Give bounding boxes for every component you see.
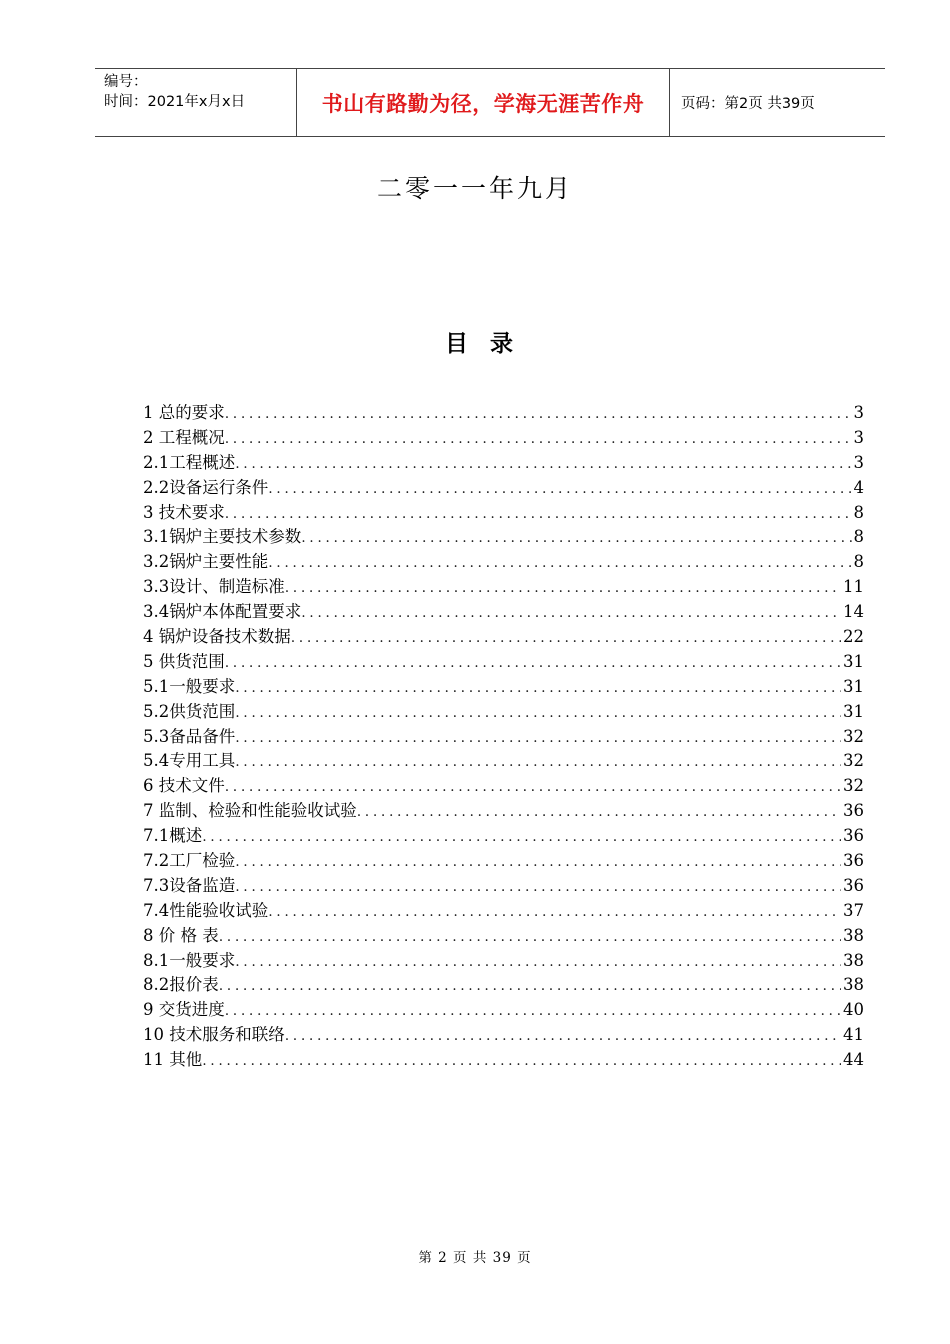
toc-dot-leader xyxy=(235,954,841,970)
toc-entry-label: 7 监制、检验和性能验收试验 xyxy=(143,801,357,821)
toc-dot-leader xyxy=(235,456,851,472)
toc-entry-label: 4 锅炉设备技术数据 xyxy=(143,627,291,647)
toc-entry-label: 1 总的要求 xyxy=(143,403,225,422)
header-meta xyxy=(95,69,297,136)
toc-dot-leader xyxy=(219,978,841,994)
toc-entry[interactable] xyxy=(143,523,864,548)
toc-entry-label: 5.1一般要求 xyxy=(143,676,236,696)
toc-entry-label: 7.2工厂检验 xyxy=(143,851,236,871)
toc-entry[interactable] xyxy=(143,947,864,972)
toc-dot-leader xyxy=(301,530,851,546)
toc-entry-label: 5.2供货范围 xyxy=(143,701,236,721)
toc-entry-page: 31 xyxy=(843,676,864,696)
toc-dot-leader xyxy=(235,879,841,895)
toc-dot-leader xyxy=(225,431,852,447)
toc-entry[interactable] xyxy=(143,673,864,698)
toc-entry[interactable] xyxy=(143,847,864,872)
toc-entry[interactable] xyxy=(143,1021,864,1046)
toc-entry[interactable] xyxy=(143,698,864,723)
table-of-contents xyxy=(143,399,864,1071)
toc-entry-page: 32 xyxy=(843,776,864,796)
toc-dot-leader xyxy=(225,779,841,795)
toc-entry[interactable] xyxy=(143,474,864,499)
toc-entry-label: 7.4性能验收试验 xyxy=(143,900,269,920)
toc-entry-page: 38 xyxy=(843,975,864,995)
toc-entry-page: 36 xyxy=(843,826,864,846)
toc-title: 目录 xyxy=(445,331,535,357)
toc-entry[interactable] xyxy=(143,797,864,822)
toc-entry[interactable] xyxy=(143,499,864,524)
toc-dot-leader xyxy=(301,605,841,621)
toc-dot-leader xyxy=(268,555,851,571)
toc-entry[interactable] xyxy=(143,922,864,947)
toc-entry-page: 14 xyxy=(843,602,864,622)
toc-dot-leader xyxy=(291,630,841,646)
toc-entry-page: 31 xyxy=(843,701,864,721)
toc-entry[interactable] xyxy=(143,648,864,673)
toc-entry-label: 8.1一般要求 xyxy=(143,950,236,970)
toc-entry-page: 11 xyxy=(843,577,864,597)
toc-entry-label: 7.3设备监造 xyxy=(143,875,236,895)
toc-entry-label: 9 交货进度 xyxy=(143,1000,225,1020)
toc-entry[interactable] xyxy=(143,623,864,648)
toc-entry[interactable] xyxy=(143,971,864,996)
toc-entry-page: 31 xyxy=(843,651,864,671)
toc-entry-page: 8 xyxy=(853,502,864,522)
toc-entry[interactable] xyxy=(143,772,864,797)
toc-dot-leader xyxy=(235,705,841,721)
toc-entry-page: 44 xyxy=(843,1050,864,1070)
page-footer: 第 2 页 共 39 页 xyxy=(418,1250,532,1266)
toc-dot-leader xyxy=(225,1003,841,1019)
toc-dot-leader xyxy=(268,904,841,920)
document-header xyxy=(95,68,885,137)
toc-entry-label: 3.3设计、制造标准 xyxy=(143,577,285,597)
header-time: 时间：2021年x月x日 xyxy=(104,94,246,110)
header-number: 编号： xyxy=(104,74,148,90)
toc-entry[interactable] xyxy=(143,399,864,424)
toc-dot-leader xyxy=(225,506,852,522)
toc-entry[interactable] xyxy=(143,1046,864,1071)
toc-entry-label: 3.2锅炉主要性能 xyxy=(143,552,269,572)
toc-entry[interactable] xyxy=(143,822,864,847)
toc-entry-label: 2 工程概况 xyxy=(143,427,225,447)
toc-entry[interactable] xyxy=(143,573,864,598)
toc-entry-page: 36 xyxy=(843,875,864,895)
toc-entry-page: 40 xyxy=(843,1000,864,1020)
toc-entry-page: 38 xyxy=(843,925,864,945)
toc-entry[interactable] xyxy=(143,449,864,474)
toc-entry-label: 2.1工程概述 xyxy=(143,452,236,472)
toc-entry-label: 8 价 格 表 xyxy=(143,925,219,945)
toc-dot-leader xyxy=(235,754,841,770)
toc-dot-leader xyxy=(285,580,841,596)
toc-entry-label: 5.4专用工具 xyxy=(143,751,236,771)
toc-entry[interactable] xyxy=(143,723,864,748)
toc-entry-label: 3.4锅炉本体配置要求 xyxy=(143,602,302,622)
toc-entry[interactable] xyxy=(143,747,864,772)
toc-entry-page: 37 xyxy=(843,900,864,920)
toc-entry-page: 36 xyxy=(843,801,864,821)
toc-dot-leader xyxy=(285,1028,841,1044)
toc-dot-leader xyxy=(357,804,841,820)
toc-dot-leader xyxy=(235,680,841,696)
toc-dot-leader xyxy=(219,929,841,945)
toc-dot-leader xyxy=(235,854,841,870)
toc-entry-page: 32 xyxy=(843,751,864,771)
toc-entry-page: 38 xyxy=(843,950,864,970)
toc-entry-label: 6 技术文件 xyxy=(143,776,225,796)
toc-entry-label: 5 供货范围 xyxy=(143,651,225,671)
header-page-code: 页码：第2页 共39页 xyxy=(681,96,815,112)
header-slogan: 书山有路勤为径，学海无涯苦作舟 xyxy=(297,69,670,136)
toc-entry-page: 22 xyxy=(843,627,864,647)
toc-entry-page: 8 xyxy=(853,527,864,547)
toc-entry-label: 8.2报价表 xyxy=(143,975,219,995)
toc-entry[interactable] xyxy=(143,872,864,897)
toc-entry-page: 4 xyxy=(853,477,864,497)
toc-entry[interactable] xyxy=(143,996,864,1021)
toc-entry[interactable] xyxy=(143,598,864,623)
toc-dot-leader xyxy=(225,406,852,422)
toc-entry-label: 10 技术服务和联络 xyxy=(143,1025,285,1045)
toc-entry-label: 3.1锅炉主要技术参数 xyxy=(143,527,302,547)
toc-dot-leader xyxy=(202,829,841,845)
toc-entry[interactable] xyxy=(143,424,864,449)
toc-entry-page: 36 xyxy=(843,851,864,871)
toc-entry-page: 3 xyxy=(853,427,864,447)
toc-dot-leader xyxy=(225,655,841,671)
toc-entry[interactable] xyxy=(143,897,864,922)
toc-entry-label: 11 其他 xyxy=(143,1050,203,1070)
toc-dot-leader xyxy=(268,481,851,497)
date-title: 二零一一年九月 xyxy=(376,174,573,203)
toc-entry-label: 7.1概述 xyxy=(143,826,203,846)
toc-entry-page: 41 xyxy=(843,1025,864,1045)
toc-entry-label: 5.3备品备件 xyxy=(143,726,236,746)
toc-dot-leader xyxy=(202,1053,841,1069)
toc-entry-label: 3 技术要求 xyxy=(143,502,225,522)
toc-entry-page: 3 xyxy=(853,452,864,472)
toc-entry-page: 8 xyxy=(853,552,864,572)
toc-entry-page: 32 xyxy=(843,726,864,746)
toc-entry-page: 3 xyxy=(853,403,864,422)
toc-entry-label: 2.2设备运行条件 xyxy=(143,477,269,497)
toc-entry[interactable] xyxy=(143,548,864,573)
toc-dot-leader xyxy=(235,730,841,746)
